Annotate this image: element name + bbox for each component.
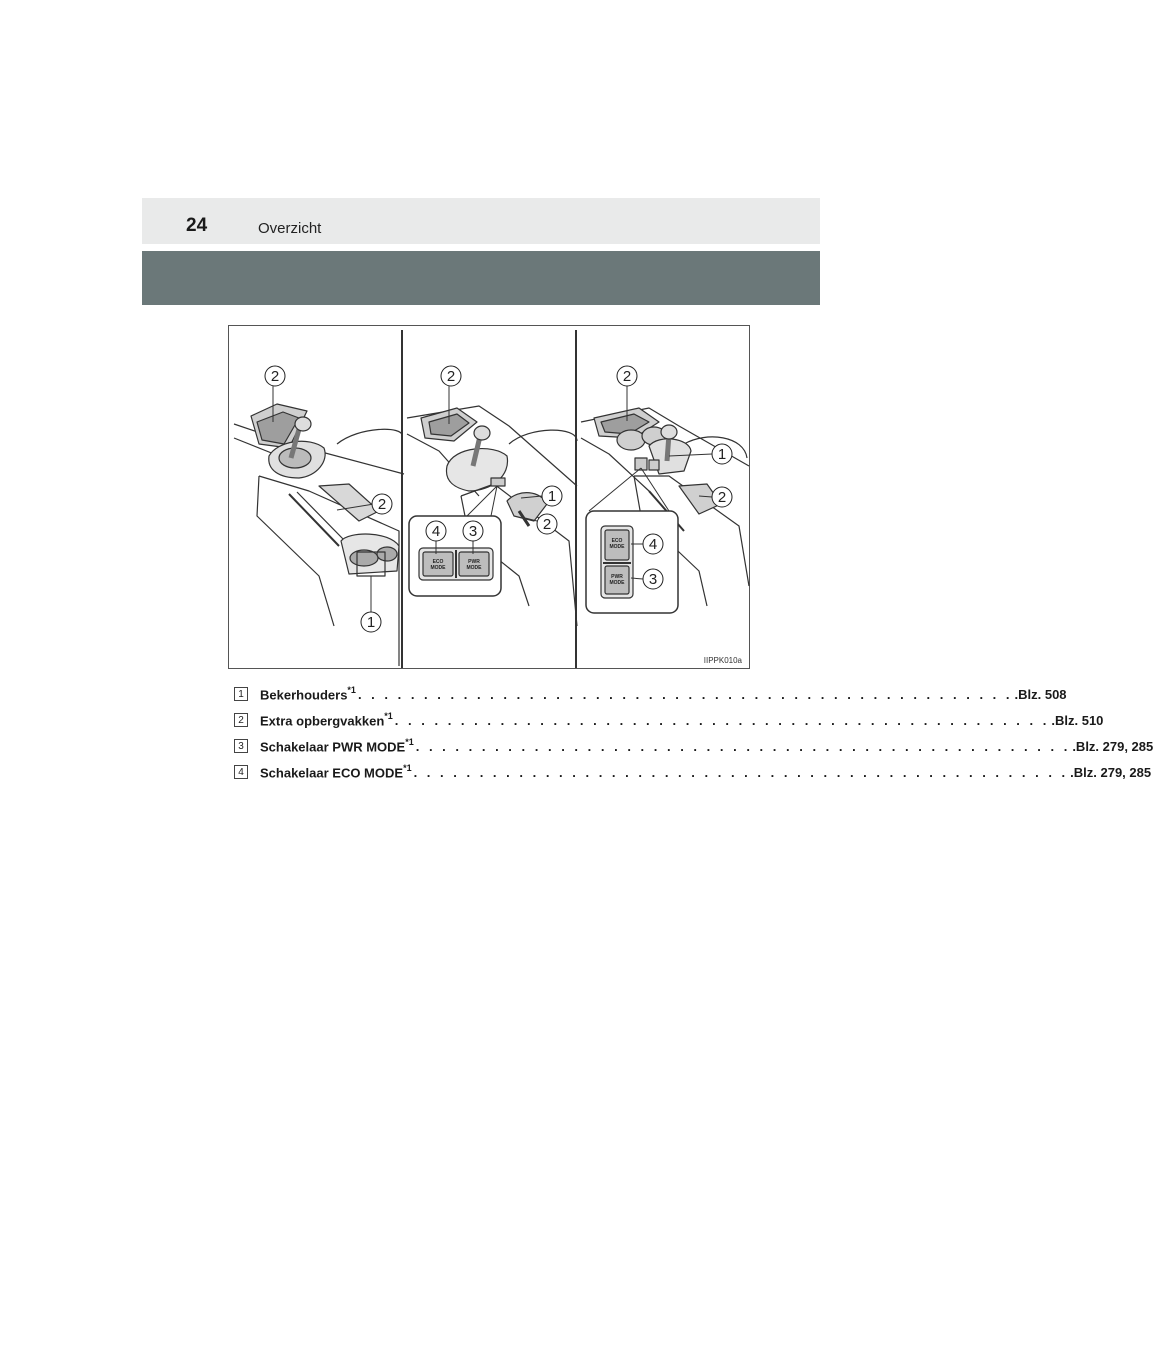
callout-p1-mid — [372, 494, 392, 514]
figure-code: IIPPK010a — [703, 656, 742, 665]
p2-pwr-mode-label: MODE — [466, 565, 482, 571]
legend-label: Schakelaar PWR MODE$^{*1}$ — [260, 736, 414, 755]
leader-dots: . . . . . . . . . . . . . . . . . . . . . . . . . . . . . . . . . . . . . . . . . . . . . . . . . . — [415, 738, 1071, 754]
svg-text:1: 1 — [717, 446, 727, 463]
legend-number: 3 — [234, 739, 248, 753]
legend-page-ref: .Blz. 508 — [1014, 686, 1067, 702]
svg-text:4: 4 — [648, 536, 658, 553]
legend-item — [234, 681, 1067, 707]
callout-p2-top — [441, 366, 461, 386]
header-bar — [142, 198, 820, 244]
callout-p2-r1 — [542, 486, 562, 506]
svg-text:1: 1 — [547, 488, 557, 505]
p2-eco-label: ECO — [432, 559, 444, 565]
svg-text:4: 4 — [431, 523, 441, 540]
legend-item — [234, 733, 1153, 759]
console-illustration — [228, 325, 750, 669]
callout-p3-inset-top — [643, 534, 663, 554]
p2-eco-mode-label: MODE — [430, 565, 446, 571]
legend-page-ref: .Blz. 279, 285 — [1070, 764, 1152, 780]
callout-p3-r1 — [712, 444, 732, 464]
callout-p2-inset-left — [426, 521, 446, 541]
legend-page-ref: .Blz. 510 — [1051, 712, 1104, 728]
panel-3-switch-inset — [586, 468, 678, 613]
svg-text:3: 3 — [648, 571, 658, 588]
legend-list — [234, 681, 1153, 785]
legend-number: 1 — [234, 687, 248, 701]
callout-p1-top — [265, 366, 285, 386]
p3-pwr-mode-label: MODE — [609, 580, 625, 586]
callout-p1-bottom — [361, 612, 381, 632]
legend-number: 4 — [234, 765, 248, 779]
section-title: Overzicht — [258, 220, 322, 237]
callout-p2-r2 — [537, 514, 557, 534]
legend-label: Extra opbergvakken$^{*1}$ — [260, 710, 393, 729]
svg-text:2: 2 — [377, 496, 387, 513]
legend-label: Bekerhouders$^{*1}$ — [260, 684, 356, 703]
leader-dots: . . . . . . . . . . . . . . . . . . . . . . . . . . . . . . . . . . . . . . . . . . . . . . . . . . — [394, 712, 1050, 728]
legend-number: 2 — [234, 713, 248, 727]
title-band — [142, 251, 820, 305]
panel-2-switch-inset — [409, 486, 501, 596]
callout-p3-top — [617, 366, 637, 386]
legend-item — [234, 707, 1104, 733]
p2-pwr-label: PWR — [468, 559, 480, 565]
callout-p3-inset-bottom — [643, 569, 663, 589]
legend-label: Schakelaar ECO MODE$^{*1}$ — [260, 762, 412, 781]
page-number: 24 — [186, 215, 208, 236]
svg-text:3: 3 — [468, 523, 478, 540]
svg-text:2: 2 — [270, 368, 280, 385]
svg-text:2: 2 — [622, 368, 632, 385]
callout-p2-inset-right — [463, 521, 483, 541]
svg-text:1: 1 — [366, 614, 376, 631]
leader-dots: . . . . . . . . . . . . . . . . . . . . . . . . . . . . . . . . . . . . . . . . . . . . . . . . . . — [357, 686, 1013, 702]
svg-text:2: 2 — [446, 368, 456, 385]
leader-dots: . . . . . . . . . . . . . . . . . . . . . . . . . . . . . . . . . . . . . . . . . . . . . . . . . . — [413, 764, 1069, 780]
legend-page-ref: .Blz. 279, 285 — [1072, 738, 1153, 754]
callout-p3-r2 — [712, 487, 732, 507]
legend-item — [234, 759, 1152, 785]
p3-eco-label: ECO — [611, 538, 623, 544]
svg-text:2: 2 — [542, 516, 552, 533]
p3-eco-mode-label: MODE — [609, 544, 625, 550]
svg-text:2: 2 — [717, 489, 727, 506]
console-drawing — [229, 326, 751, 670]
p3-pwr-label: PWR — [611, 574, 623, 580]
